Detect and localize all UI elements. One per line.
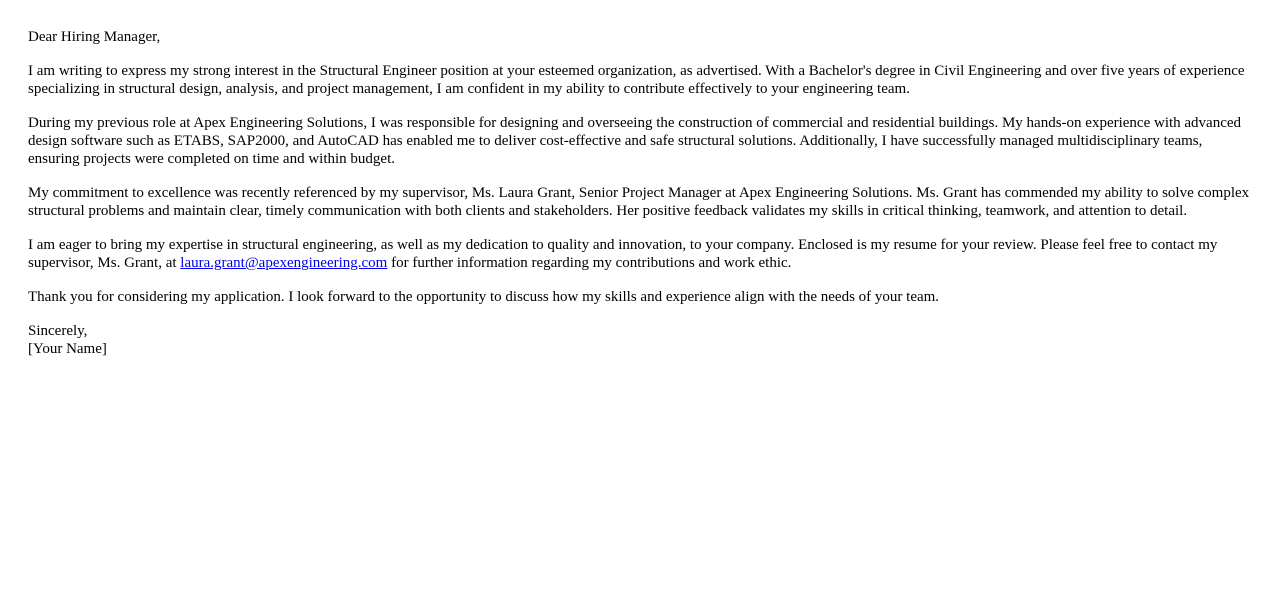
signature: [Your Name]	[28, 341, 107, 357]
salutation: Dear Hiring Manager,	[28, 29, 161, 45]
cover-letter	[28, 28, 1250, 358]
paragraph-reference: My commitment to excellence was recently referenced by my supervisor, Ms. Laura Grant, Senior Project Manager at Apex Engineering Solutions. Ms. Grant has commended my ability to solve complex structural problems and maintain clear, timely communication with both clients and stakeholders. Her positive feedback validates my skills in critical thinking, teamwork, and attention to detail.	[28, 185, 1250, 219]
closing: Sincerely,	[28, 323, 88, 339]
paragraph-thanks: Thank you for considering my application. I look forward to the opportunity to discuss how my skills and experience align with the needs of your team.	[28, 289, 940, 305]
email-link[interactable]: laura.grant@apexengineering.com	[180, 255, 388, 271]
contact-text-after: for further information regarding my contributions and work ethic.	[387, 255, 792, 271]
paragraph-experience: During my previous role at Apex Engineering Solutions, I was responsible for designing and overseeing the construction of commercial and residential buildings. My hands-on experience with advanced design software such as ETABS, SAP2000, and AutoCAD has enabled me to deliver cost-effective and safe structural solutions. Additionally, I have successfully managed multidisciplinary teams, ensuring projects were completed on time and within budget.	[28, 115, 1242, 167]
paragraph-intro: I am writing to express my strong interest in the Structural Engineer position at your esteemed organization, as advertised. With a Bachelor's degree in Civil Engineering and over five years of experience specializing in structural design, analysis, and project management, I am confident in my ability to contribute effectively to your engineering team.	[28, 63, 1245, 97]
contact-text-before: I am eager to bring my expertise in structural engineering, as well as my dedication to quality and innovation, to your company. Enclosed is my resume for your review. Please feel free to contact my supervisor, Ms. Grant, at	[28, 237, 1218, 271]
paragraph-contact	[28, 236, 1250, 272]
